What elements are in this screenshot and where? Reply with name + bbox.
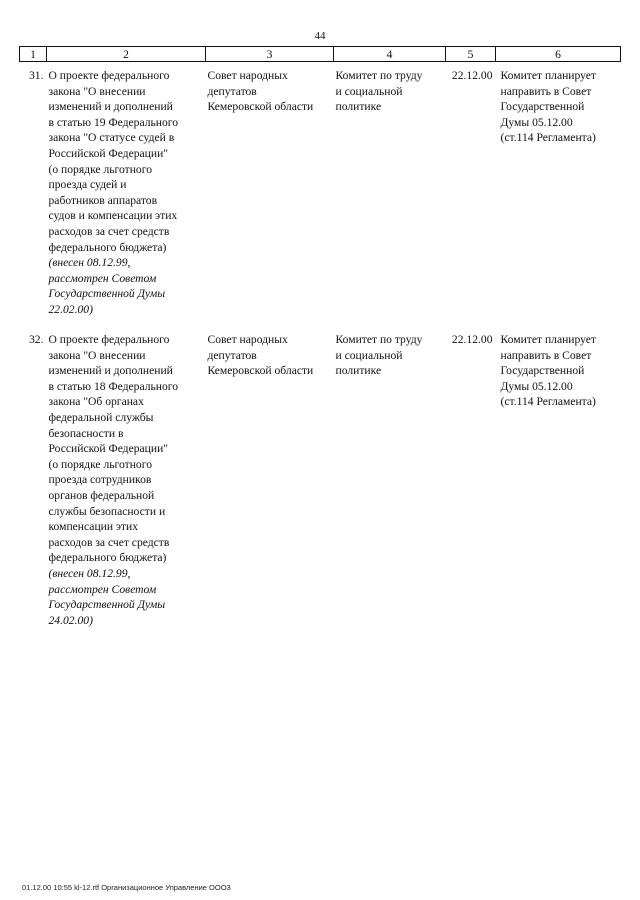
date: 22.12.00	[451, 333, 493, 346]
column-header-4: 4	[334, 47, 446, 62]
committee: Комитет по труду и социальной политике	[335, 69, 423, 114]
column-number-header-row	[20, 47, 621, 62]
column-header-1: 1	[20, 47, 47, 62]
committee: Комитет по труду и социальной политике	[335, 333, 423, 378]
column-header-5: 5	[446, 47, 496, 62]
table-row	[20, 62, 621, 327]
row-number: 32.	[29, 333, 44, 346]
page-number: 44	[314, 30, 326, 42]
bill-title: О проекте федерального закона "О внесении изменений и дополнений в статью 19 Федерального закона "О статусе судей в Российской Федерации" (о порядке льготного проезда судей и работников аппаратов судов и компенсации этих расходов за счет средств федерального бюджета)	[48, 69, 179, 254]
column-header-2: 2	[47, 47, 206, 62]
note: Комитет планирует направить в Совет Государственной Думы 05.12.00 (ст.114 Регламента)	[500, 69, 596, 145]
bill-title: О проекте федерального закона "О внесении изменений и дополнений в статью 18 Федерального закона "Об органах федеральной службы безопасности в Российской Федерации" (о порядке льготного проезда сотрудников органов федеральной службы безопасности и компенсации этих расходов за счет средств федерального бюджета)	[48, 333, 179, 565]
bills-table	[19, 46, 621, 628]
table-row	[20, 326, 621, 628]
document-footer: 01.12.00 10:55 kl-12.rtf Организационное Управление ООО3	[22, 883, 231, 892]
bill-status: (внесен 08.12.99, рассмотрен Советом Государственной Думы 24.02.00)	[48, 566, 166, 627]
column-header-3: 3	[206, 47, 334, 62]
note: Комитет планирует направить в Совет Государственной Думы 05.12.00 (ст.114 Регламента)	[500, 333, 596, 409]
initiator: Совет народных депутатов Кемеровской области	[207, 69, 314, 114]
bill-status: (внесен 08.12.99, рассмотрен Советом Государственной Думы 22.02.00)	[48, 256, 166, 316]
date: 22.12.00	[451, 69, 493, 82]
bill-description	[47, 62, 206, 327]
column-header-6: 6	[496, 47, 621, 62]
bill-description	[47, 326, 206, 628]
row-number: 31.	[29, 69, 44, 82]
initiator: Совет народных депутатов Кемеровской области	[207, 333, 314, 378]
